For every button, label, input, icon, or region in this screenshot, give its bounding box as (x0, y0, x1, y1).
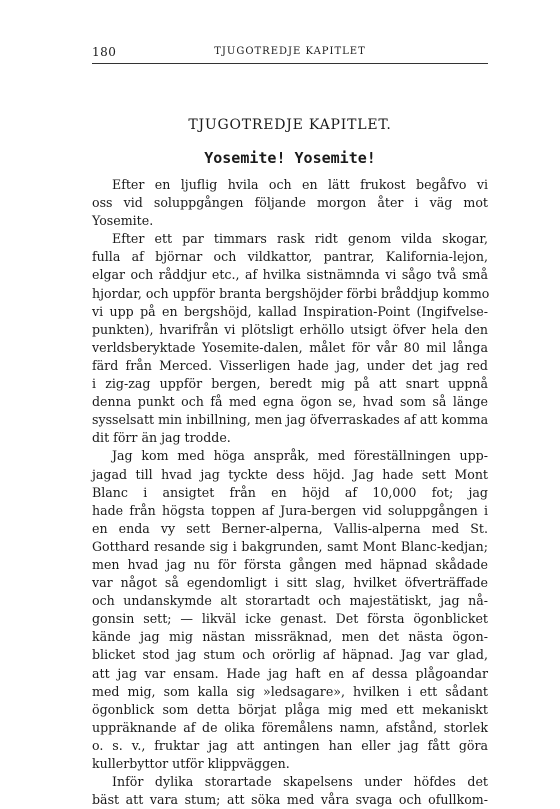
text-line: Efter en ljuflig hvila och en lätt frukost begåfvo vi (112, 177, 488, 192)
text-line: o. s. v., fruktar jag att antingen han eller jag fått göra (92, 737, 488, 753)
text-line: vi upp på en bergshöjd, kallad Inspiration-Point (Ingifvelse- (92, 303, 488, 319)
text-line: elgar och råddjur etc., af hvilka sistnämnda vi sågo två små (92, 267, 488, 283)
text-line: men hvad jag nu för första gången med häpnad skådade (92, 556, 488, 572)
page-number: 180 (92, 45, 117, 59)
text-line: kände jag mig nästan missräknad, men det nästa ögon- (92, 629, 488, 645)
text-line: bäst att vara stum; att söka med våra svaga och ofullkom- (92, 792, 488, 808)
text-line: att jag var ensam. Hade jag haft en af dessa plågoandar (92, 665, 488, 681)
text-line: Inför dylika storartade skapelsens under höfdes det (112, 774, 488, 790)
text-line: dit förr än jag trodde. (92, 430, 231, 446)
text-line: med mig, som kalla sig »ledsagare», hvilken i ett sådant (92, 683, 488, 699)
text-line: sysselsatt min inbillning, men jag öfverraskades af att komma (92, 412, 489, 428)
text-line: Jag kom med höga anspråk, med föreställningen upp- (112, 448, 488, 464)
text-line: oss vid soluppgången följande morgon åter i väg mot (92, 195, 488, 211)
body-text (92, 176, 488, 809)
text-line: kullerbyttor utför klippväggen. (92, 756, 290, 771)
text-line: fulla af björnar och vildkattor, pantrar, Kalifornia-lejon, (92, 249, 488, 265)
text-line: Efter ett par timmars rask ridt genom vilda skogar, (112, 231, 488, 247)
text-line: i zig-zag uppför bergen, beredt mig på att snart uppnå (92, 376, 488, 392)
text-line: färd från Merced. Visserligen hade jag, under det jag red (92, 357, 488, 373)
text-line: ögonblick som detta börjat plåga mig med ett mekaniskt (92, 701, 488, 717)
text-line: punkten), hvarifrån vi plötsligt erhöllo utsigt öfver hela den (92, 321, 488, 337)
text-line: och undanskymde alt storartadt och majestätiskt, jag nå- (92, 593, 488, 609)
running-title: TJUGOTREDJE KAPITLET (214, 46, 366, 57)
text-line: en enda vy sett Berner-alperna, Vallis-alperna med St. (92, 520, 488, 536)
text-line: hade från högsta toppen af Jura-bergen vid soluppgången i (92, 502, 488, 518)
text-line: uppräknande af de olika föremålens namn, afstånd, storlek (92, 719, 488, 735)
text-line: gonsin sett; — likväl icke genast. Det första ögonblicket (92, 611, 488, 627)
chapter-heading: TJUGOTREDJE KAPITLET. (188, 117, 392, 133)
text-line: Gotthard resande sig i bakgrunden, samt Mont Blanc-kedjan; (92, 538, 488, 554)
text-line: blicket stod jag stum och orörlig af häpnad. Jag var glad, (92, 647, 488, 663)
text-line: denna punkt och få med egna ögon se, hvad som så länge (92, 394, 488, 410)
text-line: hjordar, och uppför branta bergshöjder förbi bråddjup kommo (92, 285, 490, 301)
text-line: verldsberyktade Yosemite-dalen, målet för vår 80 mil långa (92, 339, 488, 355)
text-line: Yosemite. (92, 213, 154, 229)
text-line: Blanc i ansigtet från en höjd af 10,000 fot; jag (92, 484, 488, 500)
text-line: jagad till hvad jag tyckte dess höjd. Jag hade sett Mont (92, 466, 488, 482)
text-line: var något så egendomligt i sitt slag, hvilket öfverträffade (92, 575, 488, 591)
header-rule (92, 63, 488, 64)
section-title: Yosemite! Yosemite! (204, 149, 376, 167)
